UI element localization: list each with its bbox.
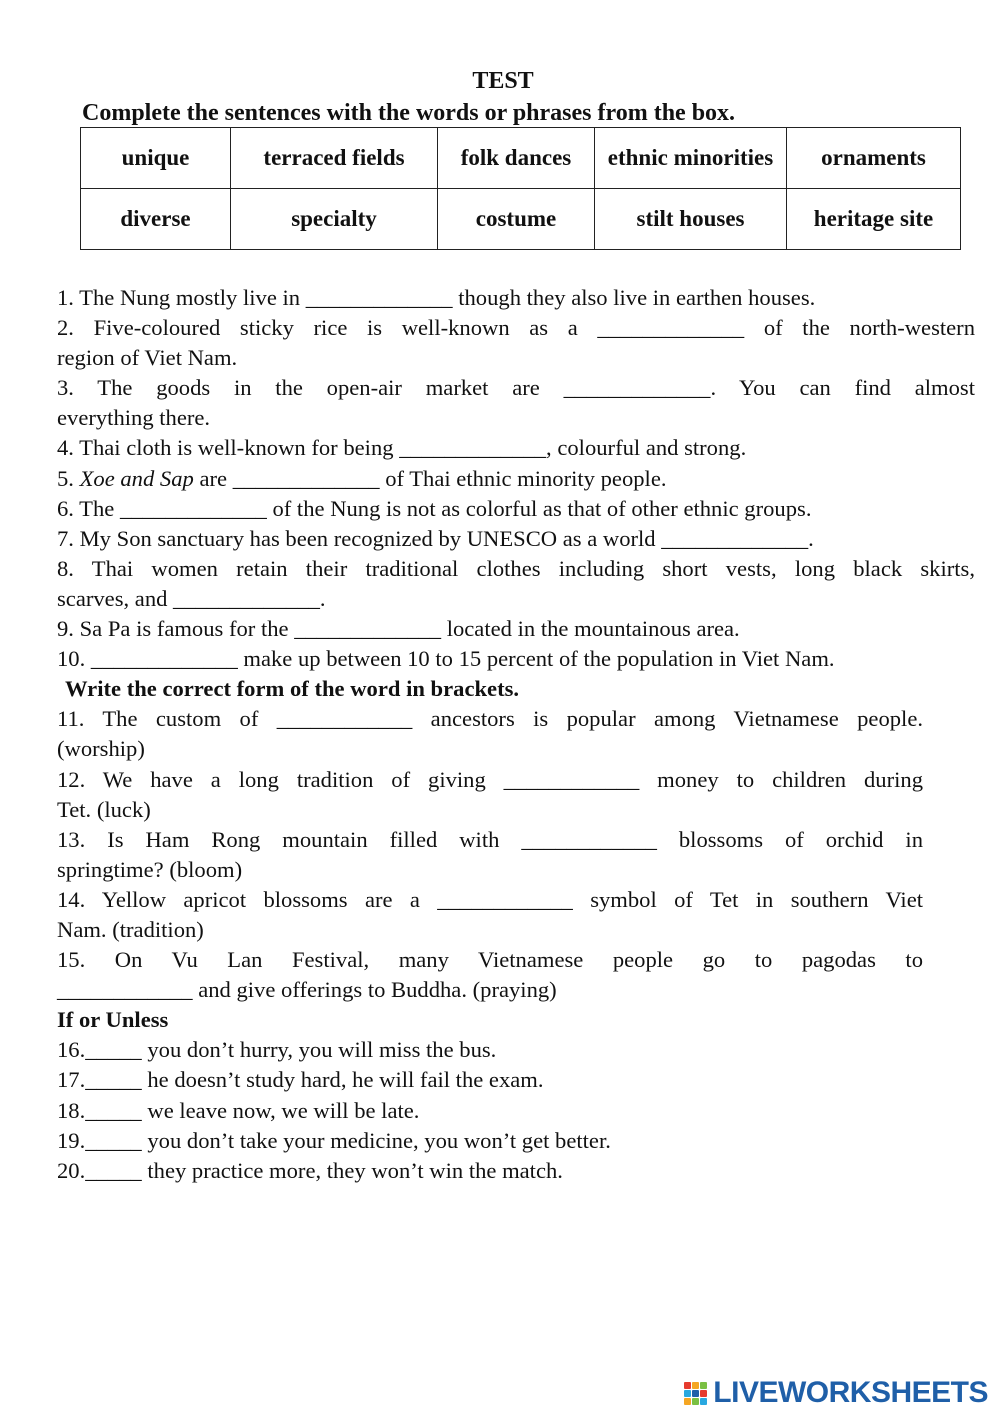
exercise-item: [57, 524, 975, 554]
exercise-item: [57, 283, 975, 313]
exercise-line: 19._____ you don’t take your medicine, you won’t get better.: [57, 1127, 611, 1153]
exercise-item: [57, 464, 975, 494]
exercise-line: 12. We have a long tradition of giving ____________ money to children during: [57, 766, 923, 792]
exercise-item: [57, 313, 975, 373]
exercise-line: 15. On Vu Lan Festival, many Vietnamese people go to pagodas to: [57, 947, 923, 973]
logo-text: LIVEWORKSHEETS: [713, 1376, 988, 1409]
exercise-line: 4. Thai cloth is well-known for being _____________, colourful and strong.: [57, 435, 747, 461]
word-box-cell: unique: [81, 128, 231, 189]
instruction-heading: Complete the sentences with the words or phrases from the box.: [82, 100, 736, 126]
exercise-line: 3. The goods in the open-air market are _____________. You can find almost: [57, 375, 975, 401]
exercise-item: [57, 494, 975, 524]
exercise-line: (worship): [57, 736, 145, 762]
word-box-cell: heritage site: [787, 189, 961, 250]
exercise-line: everything there.: [57, 405, 211, 431]
exercise-line: 11. The custom of ____________ ancestors is popular among Vietnamese people.: [57, 706, 923, 732]
exercise-line: springtime? (bloom): [57, 856, 243, 882]
exercise-line: 16._____ you don’t hurry, you will miss the bus.: [57, 1037, 497, 1063]
exercise-line: 14. Yellow apricot blossoms are a ____________ symbol of Tet in southern Viet: [57, 886, 923, 912]
exercise-line: 9. Sa Pa is famous for the _____________ located in the mountainous area.: [57, 616, 740, 642]
exercise-line: 5. Xoe and Sap are _____________ of Thai ethnic minority people.: [57, 465, 667, 491]
exercise-line: 13. Is Ham Rong mountain filled with ____________ blossoms of orchid in: [57, 826, 923, 852]
page-title: TEST: [472, 68, 534, 94]
section-complete-sentences: [57, 283, 975, 674]
exercise-item: [57, 704, 923, 764]
exercise-line: scarves, and _____________.: [57, 585, 326, 611]
exercise-line: region of Viet Nam.: [57, 345, 238, 371]
exercise-line: 7. My Son sanctuary has been recognized by UNESCO as a world _____________.: [57, 525, 814, 551]
word-box-row: [81, 128, 961, 189]
word-box-row: [81, 189, 961, 250]
section-if-unless: [57, 1035, 975, 1185]
section2-heading: Write the correct form of the word in brackets.: [65, 676, 520, 702]
word-box-cell: stilt houses: [595, 189, 787, 250]
exercise-line: ____________ and give offerings to Buddha. (praying): [57, 977, 557, 1003]
word-box-cell: ornaments: [787, 128, 961, 189]
word-box-cell: diverse: [81, 189, 231, 250]
exercise-line: Tet. (luck): [57, 796, 151, 822]
exercise-line: 17._____ he doesn’t study hard, he will fail the exam.: [57, 1067, 544, 1093]
exercise-line: 18._____ we leave now, we will be late.: [57, 1097, 420, 1123]
exercise-body: [57, 283, 975, 1186]
word-box: [80, 127, 961, 250]
exercise-item: [57, 765, 923, 825]
exercise-item: [57, 945, 923, 1005]
word-box-cell: costume: [438, 189, 595, 250]
exercise-line: 2. Five-coloured sticky rice is well-known as a _____________ of the north-western: [57, 315, 975, 341]
section3-heading: If or Unless: [57, 1007, 169, 1033]
exercise-item: [57, 614, 975, 644]
exercise-line: 1. The Nung mostly live in _____________ though they also live in earthen houses.: [57, 285, 816, 310]
exercise-item: [57, 433, 975, 463]
liveworksheets-logo: [684, 1376, 988, 1410]
word-box-cell: specialty: [231, 189, 438, 250]
exercise-line: 20._____ they practice more, they won’t win the match.: [57, 1157, 563, 1183]
exercise-line: Nam. (tradition): [57, 916, 204, 942]
exercise-line: 6. The _____________ of the Nung is not as colorful as that of other ethnic groups.: [57, 495, 812, 521]
logo-grid-icon: [684, 1382, 707, 1405]
exercise-item: [57, 644, 975, 674]
word-box-cell: folk dances: [438, 128, 595, 189]
exercise-item: [57, 373, 975, 433]
exercise-line: 8. Thai women retain their traditional clothes including short vests, long black skirts,: [57, 555, 975, 581]
word-box-cell: terraced fields: [231, 128, 438, 189]
exercise-item: [57, 554, 975, 614]
section-word-form: [57, 704, 923, 1005]
word-box-cell: ethnic minorities: [595, 128, 787, 189]
exercise-line: 10. _____________ make up between 10 to 15 percent of the population in Viet Nam.: [57, 646, 835, 672]
exercise-item: [57, 825, 923, 885]
exercise-item: [57, 885, 923, 945]
